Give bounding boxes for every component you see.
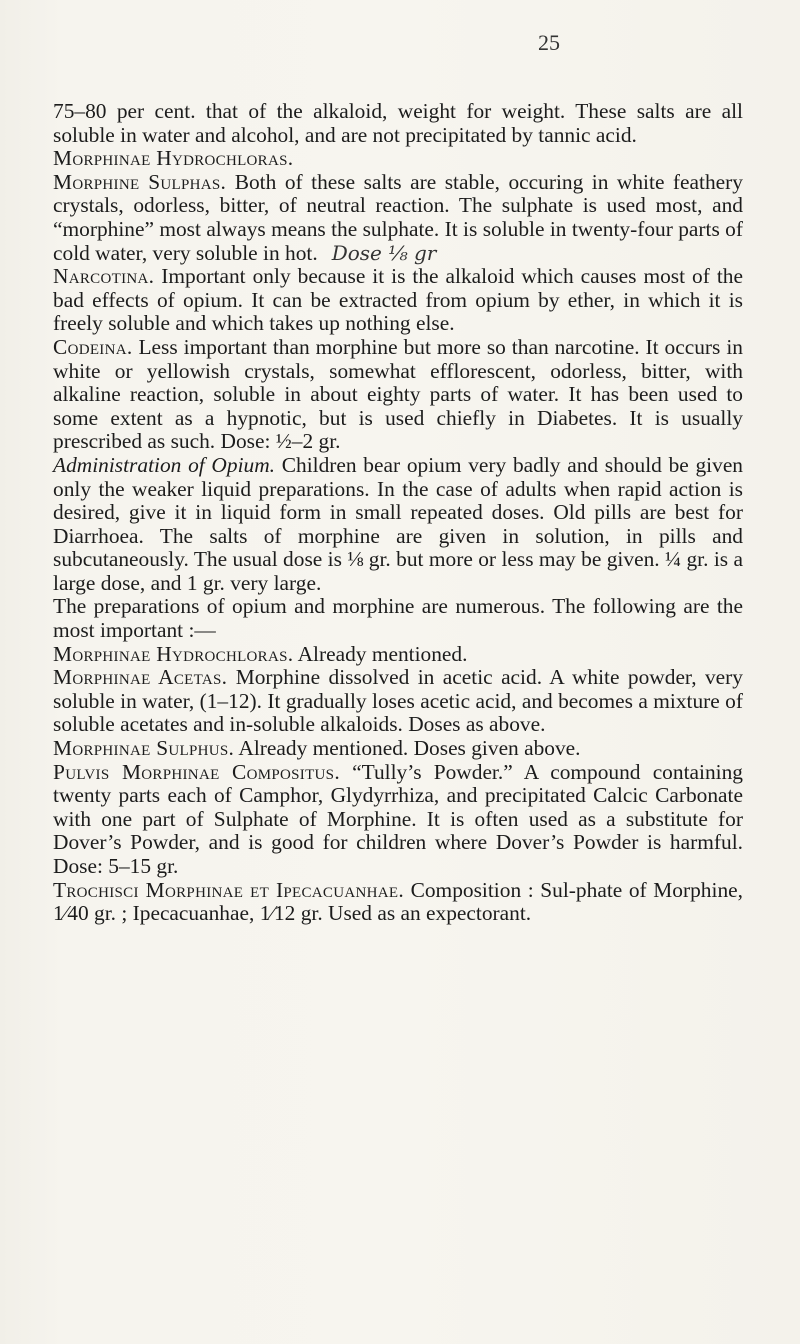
section-heading-italic: Administration of Opium. — [53, 452, 276, 477]
section-heading: Morphinae Hydrochloras. — [53, 641, 294, 666]
paragraph — [53, 100, 743, 147]
paragraph-text: Important only because it is the alkaloid which causes most of the bad effects of opium. It can be extracted from opium by ether, in which it is freely soluble and which takes up nothing else. — [53, 264, 743, 336]
paragraph-text: Morphine dissolved in acetic acid. A white powder, very soluble in water, (1–12). It gradually loses acetic acid, and becomes a mixture of soluble acetates and in-soluble alkaloids. Doses as above. — [53, 665, 743, 737]
section-heading: Narcotina. — [53, 264, 155, 289]
section-heading: Codeina. — [53, 334, 133, 359]
paragraph — [53, 265, 743, 336]
paragraph — [53, 643, 743, 667]
paragraph-text: Children bear opium very badly and should be given only the weaker liquid preparations. In the case of adults when rapid action is desired, give it in liquid form in small repeated doses. Old pills are best for Diarrhoea. The salts of morphine are given in solution, in pills and subcutaneously. The usual dose is ⅛ gr. but more or less may be given. ¼ gr. is a large dose, and 1 gr. very large. — [53, 452, 744, 595]
paragraph-text: Composition : Sul-phate of Morphine, 1⁄40 gr. ; Ipecacuanhae, 1⁄12 gr. Used as an expectorant. — [53, 877, 743, 926]
body-text — [53, 100, 743, 926]
paragraph-text: Already mentioned. Doses given above. — [234, 736, 581, 761]
paragraph-text: The preparations of opium and morphine are numerous. The following are the most important :— — [53, 594, 743, 643]
paragraph-text: “Tully’s Powder.” A compound containing twenty parts each of Camphor, Glydyrrhiza, and precipitated Calcic Carbonate with one part of Sulphate of Morphine. It is often used as a substitute for Dover’s Powder, and is good for children where Dover’s Powder is harmful. Dose: 5–15 gr. — [53, 759, 743, 878]
paragraph — [53, 147, 743, 171]
paragraph — [53, 595, 743, 642]
handwritten-annotation: Dose ⅛ gr — [331, 240, 437, 265]
section-heading: Morphinae Hydrochloras. — [53, 146, 294, 171]
paragraph — [53, 171, 743, 265]
paragraph-text: 75–80 per cent. that of the alkaloid, weight for weight. These salts are all soluble in water and alcohol, and are not precipitated by tannic acid. — [53, 99, 743, 147]
paragraph — [53, 879, 743, 926]
section-heading: Morphine Sulphas. — [53, 169, 227, 194]
section-heading: Morphinae Sulphus. — [53, 736, 235, 761]
paragraph — [53, 336, 743, 454]
paragraph — [53, 666, 743, 737]
section-heading: Morphinae Acetas. — [53, 665, 228, 690]
paragraph — [53, 454, 743, 596]
paragraph-text: Both of these salts are stable, occuring in white feathery crystals, odorless, bitter, of neutral reaction. The sulphate is used most, and “morphine” most always means the sulphate. It is soluble in twenty-four parts of cold water, very soluble in hot. — [53, 169, 743, 265]
paragraph-text: Less important than morphine but more so than narcotine. It occurs in white or yellowish crystals, somewhat efflorescent, odorless, bitter, with alkaline reaction, soluble in about eighty parts of water. It has been used to some extent as a hypnotic, but is used chiefly in Diabetes. It is usually prescribed as such. Dose: ½–2 gr. — [53, 334, 743, 454]
section-heading: Pulvis Morphinae Compositus. — [53, 759, 340, 784]
paragraph — [53, 737, 743, 761]
section-heading: Trochisci Morphinae et Ipecacuanhae. — [53, 877, 404, 902]
page-number: 25 — [538, 30, 560, 55]
paragraph — [53, 761, 743, 879]
paragraph-text: Already mentioned. — [293, 641, 468, 666]
